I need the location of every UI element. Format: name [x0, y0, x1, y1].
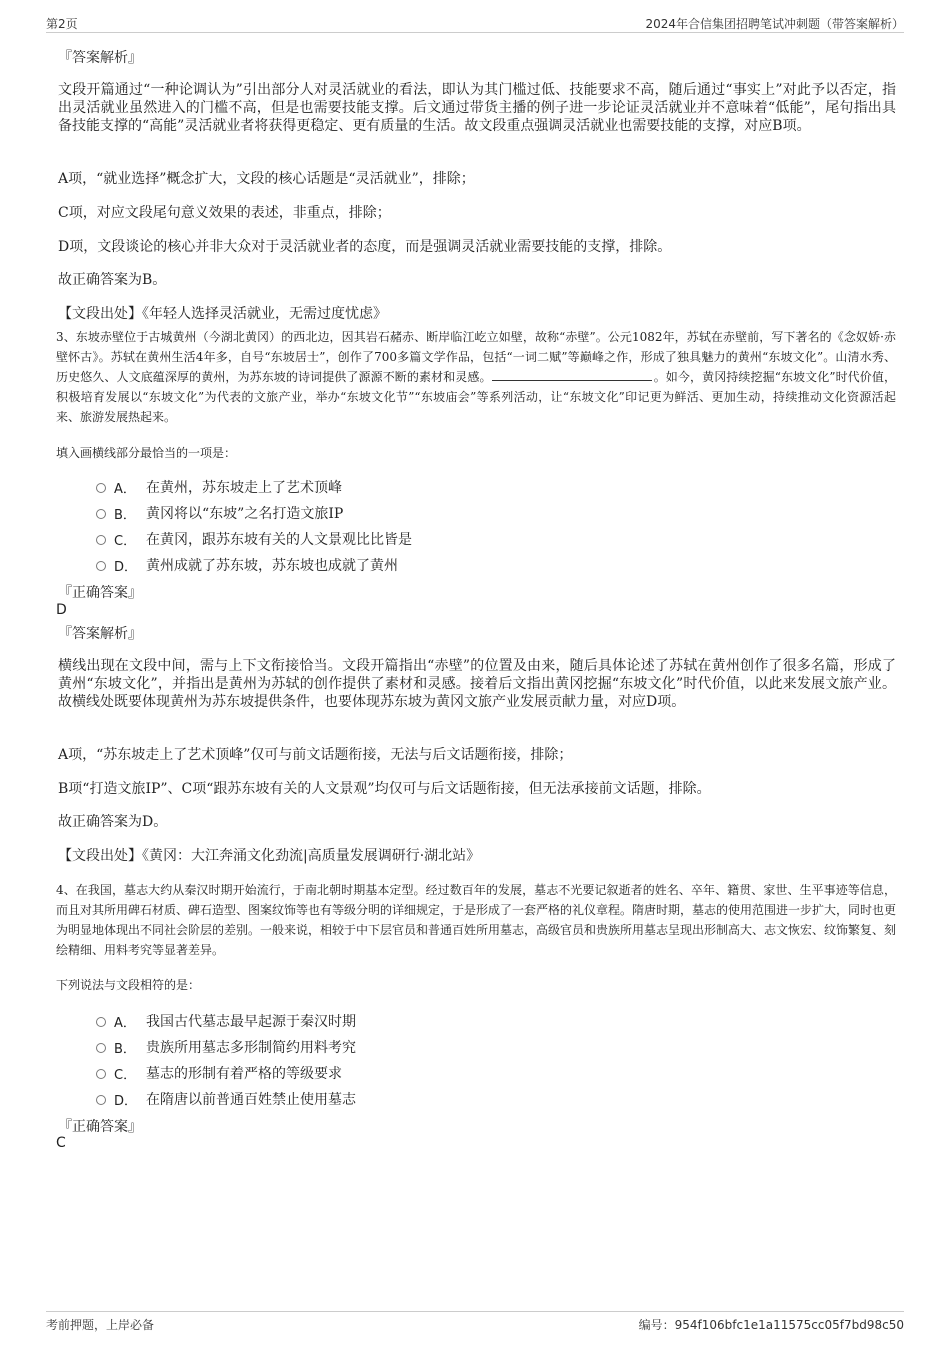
radio-button[interactable]: [96, 1017, 106, 1027]
q3-analysis-text: 横线出现在文段中间，需与上下文衔接恰当。文段开篇指出“赤壁”的位置及由来，随后具体论述了苏轼在黄州创作了很多名篇，形成了黄州“东坡文化”，并指出是黄州为苏轼的创作提供了素材和灵感。接着后文指出黄冈挖掘“东坡文化”时代价值，以此来发展文旅产业。故横线处既要体现黄州为苏东坡提供条件，也要体现苏东坡为黄冈文旅产业发展贡献力量，对应D项。: [58, 658, 896, 710]
q2-source: 【文段出处】《年轻人选择灵活就业，无需过度忧虑》: [58, 306, 387, 322]
q2-option-c-note: C项，对应文段尾句意义效果的表述，非重点，排除；: [58, 205, 391, 221]
radio-button[interactable]: [96, 509, 106, 519]
q3-source: 【文段出处】《黄冈：大江奔涌文化劲流|高质量发展调研行·湖北站》: [58, 848, 481, 864]
q3-conclusion: 故正确答案为D。: [58, 814, 168, 830]
q3-option-bc-note: B项“打造文旅IP”、C项“跟苏东坡有关的人文景观”均仅可与后文话题衔接，但无法承接前文话题，排除。: [58, 781, 711, 797]
q2-analysis-label: 『答案解析』: [58, 50, 142, 66]
page-footer: [46, 1311, 904, 1336]
radio-button[interactable]: [96, 483, 106, 493]
q2-option-d-note: D项，文段谈论的核心并非大众对于灵活就业者的态度，而是强调灵活就业需要技能的支撑，排除。: [58, 239, 672, 255]
q2-conclusion: 故正确答案为B。: [58, 272, 167, 288]
document-id: 编号：954f106bfc1e1a11575cc05f7bd98c50: [638, 1318, 904, 1332]
q3-prompt: 填入画横线部分最恰当的一项是：: [56, 446, 237, 460]
q3-stem-before-blank: 3、东坡赤壁位于古城黄州（今湖北黄冈）的西北边，因其岩石赭赤、断岸临江屹立如壁，故称“赤壁”。公元1082年，苏轼在赤壁前，写下著名的《念奴娇·赤壁怀古》。苏轼在黄州生活4年多，自号“东坡居士”，创作了700多篇文学作品，包括“一词二赋”等巅峰之作，形成了独具魅力的黄州“东坡文化”。山清水秀、历史悠久、人文底蕴深厚的黄州，为苏东坡的诗词提供了源源不断的素材和灵感。: [56, 330, 896, 384]
q2-option-a-note: A项，“就业选择”概念扩大，文段的核心话题是“灵活就业”，排除；: [58, 171, 475, 187]
q4-answer: C: [56, 1135, 66, 1151]
radio-button[interactable]: [96, 561, 106, 571]
q3-stem: [56, 327, 896, 427]
q3-option-a-note: A项，“苏东坡走上了艺术顶峰”仅可与前文话题衔接，无法与后文话题衔接，排除；: [58, 747, 573, 763]
q3-answer: D: [56, 602, 67, 618]
page-header: [46, 12, 904, 33]
q3-analysis-label: 『答案解析』: [58, 626, 142, 642]
q4-prompt: 下列说法与文段相符的是：: [56, 978, 201, 992]
q4-answer-label: 『正确答案』: [58, 1119, 142, 1135]
q3-stem-after-blank: 。如今，黄冈持续挖掘“东坡文化”时代价值，积极培育发展以“东坡文化”为代表的文旅产业，举办“东坡文化节”“东坡庙会”等系列活动，让“东坡文化”印记更为鲜活、更加生动，持续推动文化资源活起来、旅游发展热起来。: [56, 370, 896, 424]
page-number: 第2页: [46, 17, 78, 31]
document-title: 2024年合信集团招聘笔试冲刺题（带答案解析）: [645, 17, 904, 31]
q3-answer-label: 『正确答案』: [58, 585, 142, 601]
q3-fill-blank: [492, 368, 652, 381]
radio-button[interactable]: [96, 1043, 106, 1053]
q4-stem: 4、在我国，墓志大约从秦汉时期开始流行，于南北朝时期基本定型。经过数百年的发展，墓志不光要记叙逝者的姓名、卒年、籍贯、家世、生平事迹等信息，而且对其所用碑石材质、碑石造型、图案纹饰等也有等级分明的详细规定，于是形成了一套严格的礼仪章程。隋唐时期，墓志的使用范围进一步扩大，同时也更为明显地体现出不同社会阶层的差别。一般来说，相较于中下层官员和普通百姓所用墓志，高级官员和贵族所用墓志呈现出形制高大、志文恢宏、纹饰繁复、刻绘精细、用料考究等显著差异。: [56, 883, 897, 957]
footer-slogan: 考前押题，上岸必备: [46, 1318, 155, 1332]
radio-button[interactable]: [96, 535, 106, 545]
radio-button[interactable]: [96, 1069, 106, 1079]
radio-button[interactable]: [96, 1095, 106, 1105]
q2-analysis-text: 文段开篇通过“一种论调认为”引出部分人对灵活就业的看法，即认为其门槛过低、技能要求不高，随后通过“事实上”对此予以否定，指出灵活就业虽然进入的门槛不高，但是也需要技能支撑。后文通过带货主播的例子进一步论证灵活就业并不意味着“低能”，尾句指出具备技能支撑的“高能”灵活就业者将获得更稳定、更有质量的生活。故文段重点强调灵活就业也需要技能的支撑，对应B项。: [58, 82, 896, 134]
